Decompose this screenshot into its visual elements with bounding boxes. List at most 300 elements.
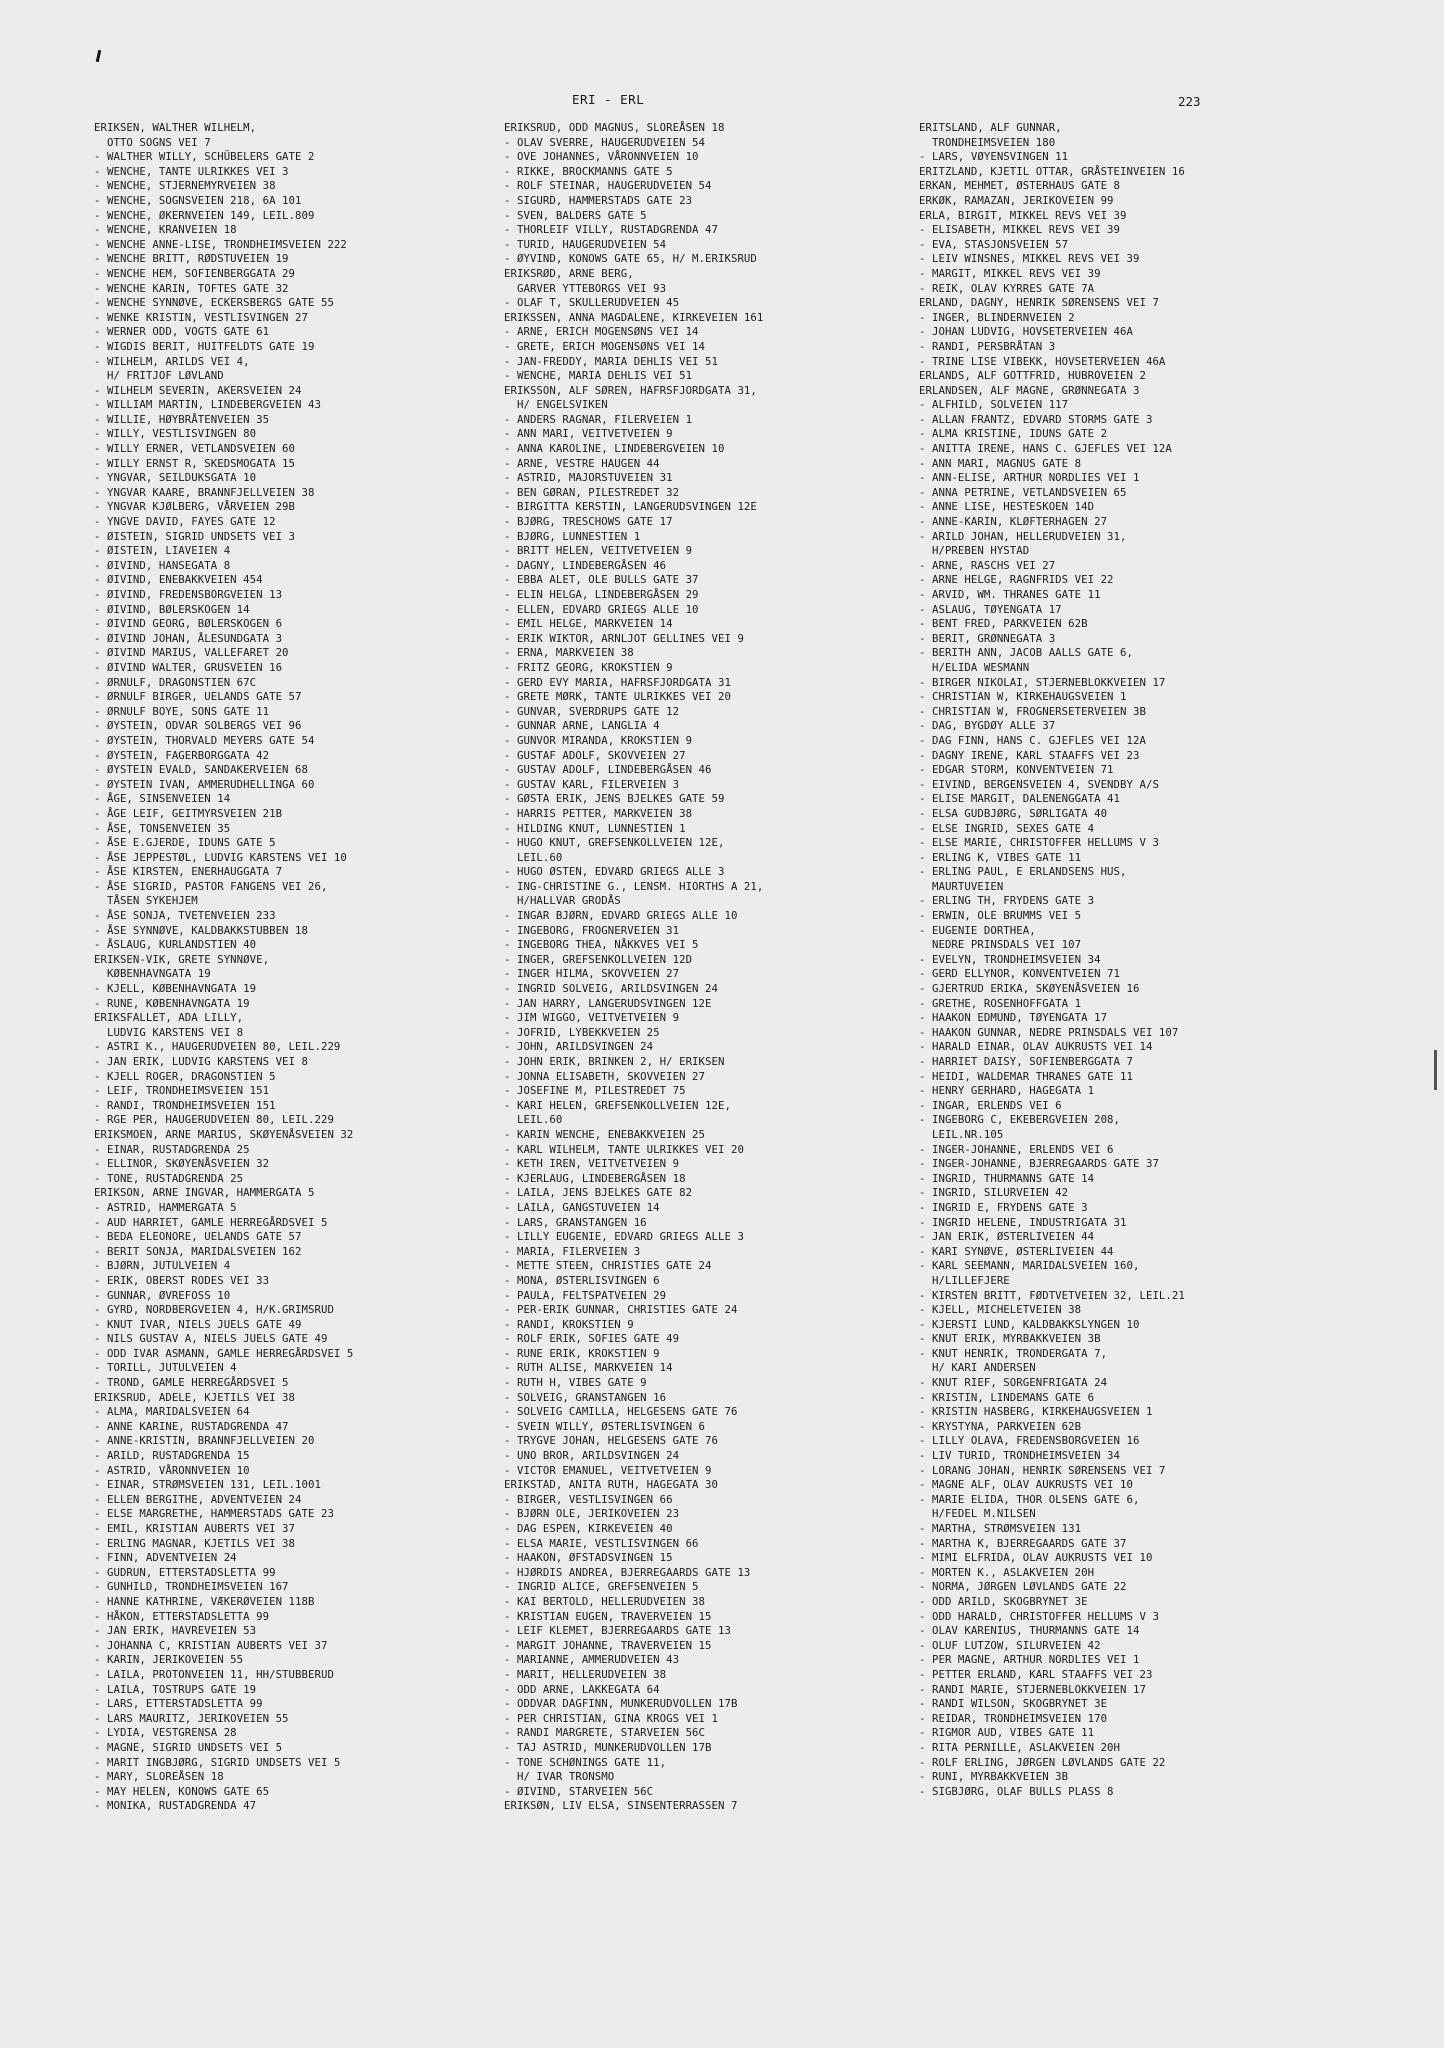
directory-entry: - RANDI WILSON, SKOGBRYNET 3E	[919, 1697, 1108, 1711]
directory-entry: - GRETE MØRK, TANTE ULRIKKES VEI 20	[504, 690, 731, 704]
directory-entry: ERLANDSEN, ALF MAGNE, GRØNNEGATA 3	[919, 383, 1140, 397]
directory-entry: - ØYSTEIN, THORVALD MEYERS GATE 54	[94, 733, 315, 747]
directory-entry: - HUGO ØSTEN, EDVARD GRIEGS ALLE 3	[504, 865, 725, 879]
directory-entry: - WIGDIS BERIT, HUITFELDTS GATE 19	[94, 339, 315, 353]
directory-entry: - INGER HILMA, SKOVVEIEN 27	[504, 967, 680, 981]
directory-entry: - LEIF, TRONDHEIMSVEIEN 151	[94, 1084, 270, 1098]
directory-entry: - LIV TURID, TRONDHEIMSVEIEN 34	[919, 1449, 1121, 1463]
directory-entry: - HJØRDIS ANDREA, BJERREGAARDS GATE 13	[504, 1565, 751, 1579]
directory-entry: - DAGNY, LINDEBERGÅSEN 46	[504, 558, 667, 572]
directory-entry: - DAG ESPEN, KIRKEVEIEN 40	[504, 1522, 673, 1535]
directory-entry: - ASTRID, MAJORSTUVEIEN 31	[504, 471, 673, 485]
directory-entry: H/ IVAR TRONSMO	[504, 1770, 615, 1784]
directory-entry: - RUNE, KØBENHAVNGATA 19	[94, 996, 250, 1010]
scan-edge-mark	[1434, 1050, 1437, 1090]
directory-entry: - MARTHA, STRØMSVEIEN 131	[919, 1522, 1082, 1535]
directory-entry: - LAILA, JENS BJELKES GATE 82	[504, 1186, 693, 1200]
directory-entry: - MARTHA K, BJERREGAARDS GATE 37	[919, 1536, 1127, 1550]
directory-entry: - INGER-JOHANNE, ERLENDS VEI 6	[919, 1142, 1114, 1156]
directory-entry: - REIK, OLAV KYRRES GATE 7A	[919, 281, 1095, 295]
directory-entry: - EINAR, RUSTADGRENDA 25	[94, 1142, 250, 1156]
directory-entry: - TRYGVE JOHAN, HELGESENS GATE 76	[504, 1434, 718, 1448]
directory-entry: - DAGNY IRENE, KARL STAAFFS VEI 23	[919, 748, 1140, 762]
directory-entry: - EBBA ALET, OLE BULLS GATE 37	[504, 573, 699, 587]
directory-entry: - ARNE, ERICH MOGENSØNS VEI 14	[504, 325, 699, 339]
directory-entry: - JOHANNA C, KRISTIAN AUBERTS VEI 37	[94, 1638, 328, 1652]
directory-entry: - EUGENIE DORTHEA,	[919, 923, 1036, 937]
directory-entry: ERIKSFALLET, ADA LILLY,	[94, 1011, 244, 1025]
directory-entry: - VICTOR EMANUEL, VEITVETVEIEN 9	[504, 1463, 712, 1477]
directory-entry: - WILLY, VESTLISVINGEN 80	[94, 427, 257, 441]
directory-entry: - ELSE MARGRETHE, HAMMERSTADS GATE 23	[94, 1507, 334, 1521]
directory-entry: - HENRY GERHARD, HAGEGATA 1	[919, 1084, 1095, 1098]
directory-entry: - ØRNULF BOYE, SONS GATE 11	[94, 704, 270, 718]
directory-entry: - EIVIND, BERGENSVEIEN 4, SVENDBY A/S	[919, 777, 1159, 791]
directory-entry: - INGEBORG C, EKEBERGVEIEN 208,	[919, 1113, 1121, 1127]
directory-entry: H/FEDEL M.NILSEN	[919, 1507, 1036, 1521]
directory-entry: - KJELL, MICHELETVEIEN 38	[919, 1303, 1082, 1317]
directory-entry: - WILLY ERNST R, SKEDSMOGATA 15	[94, 456, 296, 470]
directory-entry: - KJELL ROGER, DRAGONSTIEN 5	[94, 1069, 276, 1083]
directory-entry: H/LILLEFJERE	[919, 1273, 1010, 1287]
directory-entry: - ING-CHRISTINE G., LENSM. HIORTHS A 21,	[504, 879, 764, 893]
directory-entry: ERKØK, RAMAZAN, JERIKOVEIEN 99	[919, 193, 1114, 207]
directory-entry: - TROND, GAMLE HERREGÅRDSVEI 5	[94, 1376, 289, 1390]
directory-entry: - JOFRID, LYBEKKVEIEN 25	[504, 1025, 660, 1039]
directory-entry: - JAN ERIK, LUDVIG KARSTENS VEI 8	[94, 1055, 308, 1068]
directory-entry: - MARIT, HELLERUDVEIEN 38	[504, 1667, 667, 1681]
directory-entry: ERIKSMOEN, ARNE MARIUS, SKØYENÅSVEIEN 32	[94, 1127, 354, 1141]
directory-entry: - RANDI MARGRETE, STARVEIEN 56C	[504, 1726, 706, 1740]
directory-entry: - KARIN WENCHE, ENEBAKKVEIEN 25	[504, 1127, 706, 1141]
directory-entry: - ANNE KARINE, RUSTADGRENDA 47	[94, 1419, 289, 1433]
directory-entry: - ÅGE LEIF, GEITMYRSVEIEN 21B	[94, 806, 283, 820]
directory-entry: - EINAR, STRØMSVEIEN 131, LEIL.1001	[94, 1478, 321, 1492]
directory-entry: - MARGIT JOHANNE, TRAVERVEIEN 15	[504, 1638, 712, 1652]
directory-entry: - OLAF T, SKULLERUDVEIEN 45	[504, 296, 680, 310]
directory-entry: - ARNE HELGE, RAGNFRIDS VEI 22	[919, 573, 1114, 587]
directory-entry: - EDGAR STORM, KONVENTVEIEN 71	[919, 763, 1114, 777]
directory-entry: - TAJ ASTRID, MUNKERUDVOLLEN 17B	[504, 1740, 712, 1754]
directory-entry: - JOHAN LUDVIG, HOVSETERVEIEN 46A	[919, 325, 1133, 339]
directory-entry: ERITZLAND, KJETIL OTTAR, GRÅSTEINVEIEN 16	[919, 164, 1185, 178]
directory-entry: ERLA, BIRGIT, MIKKEL REVS VEI 39	[919, 208, 1127, 222]
directory-entry: - ANNE-KRISTIN, BRANNFJELLVEIEN 20	[94, 1434, 315, 1448]
page-header	[0, 92, 1444, 112]
directory-entry: - ÅSE SYNNØVE, KALDBAKKSTUBBEN 18	[94, 923, 308, 937]
directory-entry: - ØIVIND GEORG, BØLERSKOGEN 6	[94, 617, 283, 631]
directory-entry: ERIKSRUD, ODD MAGNUS, SLOREÅSEN 18	[504, 121, 725, 134]
directory-entry: - ØIVIND, ENEBAKKVEIEN 454	[94, 573, 263, 587]
directory-entry: - ØYSTEIN IVAN, AMMERUDHELLINGA 60	[94, 777, 315, 791]
directory-entry: - ARNE, RASCHS VEI 27	[919, 558, 1056, 572]
directory-entry: - TORILL, JUTULVEIEN 4	[94, 1361, 237, 1375]
directory-entry: - TONE SCHØNINGS GATE 11,	[504, 1755, 667, 1769]
directory-entry: H/ FRITJOF LØVLAND	[94, 369, 224, 383]
directory-entry: - BERIT SONJA, MARIDALSVEIEN 162	[94, 1244, 302, 1258]
directory-entry: - OLUF LUTZOW, SILURVEIEN 42	[919, 1638, 1101, 1652]
directory-entry: - GUSTAF ADOLF, SKOVVEIEN 27	[504, 748, 686, 762]
directory-entry: - EVELYN, TRONDHEIMSVEIEN 34	[919, 952, 1101, 966]
directory-entry: - BJØRG, TRESCHOWS GATE 17	[504, 515, 673, 529]
directory-entry: - ØIVIND JOHAN, ÅLESUNDGATA 3	[94, 631, 283, 645]
directory-entry: - INGEBORG, FROGNERVEIEN 31	[504, 923, 680, 937]
directory-entry: - RANDI, PERSBRÅTAN 3	[919, 339, 1056, 353]
directory-entry: ERIKSØN, LIV ELSA, SINSENTERRASSEN 7	[504, 1799, 738, 1813]
directory-entry: - SVEN, BALDERS GATE 5	[504, 208, 647, 222]
directory-entry: - ALFHILD, SOLVEIEN 117	[919, 398, 1069, 412]
directory-entry: - RANDI MARIE, STJERNEBLOKKVEIEN 17	[919, 1682, 1146, 1696]
directory-entry: - ASLAUG, TØYENGATA 17	[919, 602, 1062, 616]
directory-entry: - ROLF ERIK, SOFIES GATE 49	[504, 1332, 680, 1346]
directory-entry: - ØRNULF, DRAGONSTIEN 67C	[94, 675, 257, 689]
directory-entry: ERLAND, DAGNY, HENRIK SØRENSENS VEI 7	[919, 296, 1159, 310]
directory-entry: - GUDRUN, ETTERSTADSLETTA 99	[94, 1565, 276, 1579]
directory-entry: - ÅSE, TONSENVEIEN 35	[94, 821, 231, 835]
directory-entry: MAURTUVEIEN	[919, 879, 1004, 893]
directory-entry: GARVER YTTEBORGS VEI 93	[504, 281, 667, 295]
directory-entry: - PER-ERIK GUNNAR, CHRISTIES GATE 24	[504, 1303, 738, 1317]
directory-entry: LEIL.60	[504, 850, 563, 864]
directory-entry: - GERD EVY MARIA, HAFRSFJORDGATA 31	[504, 675, 731, 689]
directory-entry: ERIKSTAD, ANITA RUTH, HAGEGATA 30	[504, 1478, 718, 1492]
directory-entry: TRONDHEIMSVEIEN 180	[919, 135, 1056, 149]
directory-entry: - GUNNAR, ØVREFOSS 10	[94, 1288, 231, 1302]
directory-entry: - MARY, SLOREÅSEN 18	[94, 1770, 224, 1784]
directory-entry: - PER MAGNE, ARTHUR NORDLIES VEI 1	[919, 1653, 1140, 1667]
directory-entry: - MAGNE, SIGRID UNDSETS VEI 5	[94, 1740, 283, 1754]
directory-entry: - WENCHE, STJERNEMYRVEIEN 38	[94, 179, 276, 193]
directory-entry: ERIKSSEN, ANNA MAGDALENE, KIRKEVEIEN 161	[504, 310, 764, 324]
directory-entry: - MONIKA, RUSTADGRENDA 47	[94, 1799, 257, 1813]
directory-entry: - ANDERS RAGNAR, FILERVEIEN 1	[504, 412, 693, 426]
directory-entry: - BRITT HELEN, VEITVETVEIEN 9	[504, 544, 693, 558]
directory-entry: H/ KARI ANDERSEN	[919, 1361, 1036, 1375]
directory-entry: - ANNE-KARIN, KLØFTERHAGEN 27	[919, 515, 1108, 529]
directory-entry: - TURID, HAUGERUDVEIEN 54	[504, 237, 667, 251]
directory-entry: - HÅKON, ETTERSTADSLETTA 99	[94, 1609, 270, 1623]
directory-entry: - ERLING K, VIBES GATE 11	[919, 850, 1082, 864]
directory-entry: - JAN-FREDDY, MARIA DEHLIS VEI 51	[504, 354, 718, 368]
directory-entry: - WENCHE, SOGNSVEIEN 218, 6A 101	[94, 193, 302, 207]
directory-entry: - ERLING MAGNAR, KJETILS VEI 38	[94, 1536, 296, 1550]
directory-entry: - LEIV WINSNES, MIKKEL REVS VEI 39	[919, 252, 1140, 266]
directory-entry: - LYDIA, VESTGRENSA 28	[94, 1726, 237, 1740]
directory-entry: - INGRID E, FRYDENS GATE 3	[919, 1200, 1088, 1214]
directory-entry: - JAN ERIK, HAVREVEIEN 53	[94, 1624, 257, 1638]
directory-entry: - WILHELM, ARILDS VEI 4,	[94, 354, 250, 368]
directory-entry: - KARL SEEMANN, MARIDALSVEIEN 160,	[919, 1259, 1140, 1273]
directory-entry: TÅSEN SYKEHJEM	[94, 894, 198, 908]
directory-entry: - LARS, ETTERSTADSLETTA 99	[94, 1697, 263, 1711]
directory-entry: - INGAR BJØRN, EDVARD GRIEGS ALLE 10	[504, 909, 738, 923]
directory-entry: - GRETHE, ROSENHOFFGATA 1	[919, 996, 1082, 1010]
directory-entry: - BERIT, GRØNNEGATA 3	[919, 631, 1056, 645]
directory-entry: - INGER, BLINDERNVEIEN 2	[919, 310, 1075, 324]
directory-entry: - GUSTAV KARL, FILERVEIEN 3	[504, 777, 680, 791]
directory-entry: - WILLIE, HØYBRÅTENVEIEN 35	[94, 412, 270, 426]
directory-entry: - ARVID, WM. THRANES GATE 11	[919, 588, 1101, 601]
directory-entry: - KNUT ERIK, MYRBAKKVEIEN 3B	[919, 1332, 1101, 1346]
directory-entry: - WENCHE KARIN, TOFTES GATE 32	[94, 281, 289, 295]
directory-entry: - YNGVAR KJØLBERG, VÅRVEIEN 29B	[94, 500, 296, 514]
directory-entry: - KARI HELEN, GREFSENKOLLVEIEN 12E,	[504, 1098, 731, 1112]
directory-entry: - REIDAR, TRONDHEIMSVEIEN 170	[919, 1711, 1108, 1725]
directory-entry: - WENCHE SYNNØVE, ECKERSBERGS GATE 55	[94, 296, 334, 310]
column-left	[94, 121, 494, 1814]
directory-entry: - LAILA, GANGSTUVEIEN 14	[504, 1200, 660, 1214]
directory-entry: - ØISTEIN, SIGRID UNDSETS VEI 3	[94, 529, 296, 543]
directory-entry: - KRISTIN, LINDEMANS GATE 6	[919, 1390, 1095, 1404]
directory-entry: - WILLIAM MARTIN, LINDEBERGVEIEN 43	[94, 398, 321, 412]
directory-entry: - BIRGER NIKOLAI, STJERNEBLOKKVEIEN 17	[919, 675, 1166, 689]
directory-entry: - FRITZ GEORG, KROKSTIEN 9	[504, 660, 673, 674]
directory-entry: - ØIVIND, BØLERSKOGEN 14	[94, 602, 250, 616]
directory-entry: - JOSEFINE M, PILESTREDET 75	[504, 1084, 686, 1098]
directory-entry: - YNGVE DAVID, FAYES GATE 12	[94, 515, 276, 529]
directory-entry: - GJERTRUD ERIKA, SKØYENÅSVEIEN 16	[919, 982, 1140, 996]
directory-entry: - INGRID HELENE, INDUSTRIGATA 31	[919, 1215, 1127, 1229]
directory-entry: - ÅSLAUG, KURLANDSTIEN 40	[94, 938, 257, 952]
page-number: 223	[1178, 94, 1201, 109]
directory-entry: - EVA, STASJONSVEIEN 57	[919, 237, 1069, 251]
directory-entry: - RITA PERNILLE, ASLAKVEIEN 20H	[919, 1740, 1121, 1754]
directory-entry: - ØIVIND, STARVEIEN 56C	[504, 1784, 654, 1798]
directory-entry: - ELLEN BERGITHE, ADVENTVEIEN 24	[94, 1492, 302, 1506]
directory-entry: - RUNI, MYRBAKKVEIEN 3B	[919, 1770, 1069, 1784]
directory-entry: - LILLY EUGENIE, EDVARD GRIEGS ALLE 3	[504, 1230, 744, 1244]
directory-entry: - ASTRID, HAMMERGATA 5	[94, 1200, 237, 1214]
directory-entry: - UNO BROR, ARILDSVINGEN 24	[504, 1449, 680, 1463]
directory-entry: - RUTH ALISE, MARKVEIEN 14	[504, 1361, 673, 1375]
directory-entry: - METTE STEEN, CHRISTIES GATE 24	[504, 1259, 712, 1273]
directory-entry: - HILDING KNUT, LUNNESTIEN 1	[504, 821, 686, 835]
directory-entry: - ELLEN, EDVARD GRIEGS ALLE 10	[504, 602, 699, 616]
directory-entry: - MORTEN K., ASLAKVEIEN 20H	[919, 1565, 1095, 1579]
directory-entry: - CHRISTIAN W, KIRKEHAUGSVEIEN 1	[919, 690, 1127, 704]
directory-entry: - ERIK, OBERST RODES VEI 33	[94, 1273, 270, 1287]
directory-entry: ERIKSON, ARNE INGVAR, HAMMERGATA 5	[94, 1186, 315, 1200]
directory-entry: - ELISE MARGIT, DALENENGGATA 41	[919, 792, 1121, 806]
directory-entry: - ELSE INGRID, SEXES GATE 4	[919, 821, 1095, 835]
directory-entry: - KIRSTEN BRITT, FØDTVETVEIEN 32, LEIL.21	[919, 1288, 1185, 1302]
directory-entry: - PAULA, FELTSPATVEIEN 29	[504, 1288, 667, 1302]
directory-entry: - JONNA ELISABETH, SKOVVEIEN 27	[504, 1069, 706, 1083]
ink-mark	[96, 50, 101, 62]
directory-entry: - ARNE, VESTRE HAUGEN 44	[504, 456, 660, 470]
directory-entry: - ELSA GUDBJØRG, SØRLIGATA 40	[919, 806, 1108, 820]
directory-entry: - ROLF STEINAR, HAUGERUDVEIEN 54	[504, 179, 712, 193]
directory-entry: - LAILA, TOSTRUPS GATE 19	[94, 1682, 257, 1696]
directory-entry: - RANDI, KROKSTIEN 9	[504, 1317, 634, 1331]
directory-entry: - KARL WILHELM, TANTE ULRIKKES VEI 20	[504, 1142, 744, 1156]
directory-entry: - MAGNE ALF, OLAV AUKRUSTS VEI 10	[919, 1478, 1133, 1492]
directory-entry: - ØRNULF BIRGER, UELANDS GATE 57	[94, 690, 302, 704]
directory-entry: - GYRD, NORDBERGVEIEN 4, H/K.GRIMSRUD	[94, 1303, 334, 1317]
directory-entry: ERIKSEN, WALTHER WILHELM,	[94, 121, 257, 134]
directory-entry: - WALTHER WILLY, SCHÜBELERS GATE 2	[94, 150, 315, 164]
directory-entry: - WENCHE, TANTE ULRIKKES VEI 3	[94, 164, 289, 178]
directory-entry: - KNUT HENRIK, TRONDERGATA 7,	[919, 1346, 1108, 1360]
directory-entry: - ØIVIND WALTER, GRUSVEIEN 16	[94, 660, 283, 674]
directory-entry: - BIRGER, VESTLISVINGEN 66	[504, 1492, 673, 1506]
directory-entry: - BIRGITTA KERSTIN, LANGERUDSVINGEN 12E	[504, 500, 757, 514]
directory-entry: - ÅSE E.GJERDE, IDUNS GATE 5	[94, 836, 276, 850]
directory-entry: - ÅSE SONJA, TVETENVEIEN 233	[94, 909, 276, 923]
directory-entry: - RIGMOR AUD, VIBES GATE 11	[919, 1726, 1095, 1740]
directory-entry: - ØYSTEIN, FAGERBORGGATA 42	[94, 748, 270, 762]
directory-entry: - LARS, GRANSTANGEN 16	[504, 1215, 647, 1229]
directory-entry: - ANNE LISE, HESTESKOEN 14D	[919, 500, 1095, 514]
directory-entry: - INGER-JOHANNE, BJERREGAARDS GATE 37	[919, 1157, 1159, 1171]
directory-entry: - INGEBORG THEA, NÅKKVES VEI 5	[504, 938, 699, 952]
directory-entry: - RUTH H, VIBES GATE 9	[504, 1376, 647, 1390]
directory-entry: - INGAR, ERLENDS VEI 6	[919, 1098, 1062, 1112]
directory-entry: - KRISTIAN EUGEN, TRAVERVEIEN 15	[504, 1609, 712, 1623]
directory-entry: - KAI BERTOLD, HELLERUDVEIEN 38	[504, 1594, 706, 1608]
directory-entry: - HAAKON GUNNAR, NEDRE PRINSDALS VEI 107	[919, 1025, 1179, 1039]
directory-entry: - WENCHE BRITT, RØDSTUVEIEN 19	[94, 252, 289, 266]
directory-entry: - RGE PER, HAUGERUDVEIEN 80, LEIL.229	[94, 1113, 334, 1127]
directory-entry: - MARIANNE, AMMERUDVEIEN 43	[504, 1653, 680, 1667]
directory-entry: - MIMI ELFRIDA, OLAV AUKRUSTS VEI 10	[919, 1551, 1153, 1565]
directory-entry: - ØIVIND MARIUS, VALLEFARET 20	[94, 646, 289, 660]
directory-entry: - ARILD, RUSTADGRENDA 15	[94, 1449, 250, 1463]
directory-entry: - OVE JOHANNES, VÅRONNVEIEN 10	[504, 150, 699, 164]
directory-entry: - FINN, ADVENTVEIEN 24	[94, 1551, 237, 1565]
directory-entry: - ASTRI K., HAUGERUDVEIEN 80, LEIL.229	[94, 1040, 341, 1054]
directory-entry: - ÅSE KIRSTEN, ENERHAUGGATA 7	[94, 865, 283, 879]
directory-entry: - WILLY ERNER, VETLANDSVEIEN 60	[94, 442, 296, 456]
directory-entry: - KRISTIN HASBERG, KIRKEHAUGSVEIEN 1	[919, 1405, 1153, 1419]
directory-entry: - ANN MARI, VEITVETVEIEN 9	[504, 427, 673, 441]
directory-entry: - DAG FINN, HANS C. GJEFLES VEI 12A	[919, 733, 1146, 747]
directory-entry: - INGRID, SILURVEIEN 42	[919, 1186, 1069, 1200]
directory-entry: - INGRID, THURMANNS GATE 14	[919, 1171, 1095, 1185]
directory-entry: - GERD ELLYNOR, KONVENTVEIEN 71	[919, 967, 1121, 981]
directory-entry: - BJØRN, JUTULVEIEN 4	[94, 1259, 231, 1273]
directory-entry: - INGRID ALICE, GREFSENVEIEN 5	[504, 1580, 699, 1594]
directory-entry: - JAN HARRY, LANGERUDSVINGEN 12E	[504, 996, 712, 1010]
directory-entry: - KJERLAUG, LINDEBERGÅSEN 18	[504, 1171, 686, 1185]
directory-entry: - JIM WIGGO, VEITVETVEIEN 9	[504, 1011, 680, 1025]
directory-entry: - RANDI, TRONDHEIMSVEIEN 151	[94, 1098, 276, 1112]
directory-entry: - ÅSE SIGRID, PASTOR FANGENS VEI 26,	[94, 879, 328, 893]
directory-entry: - BEN GØRAN, PILESTREDET 32	[504, 485, 680, 499]
directory-entry: ERIKSEN-VIK, GRETE SYNNØVE,	[94, 952, 270, 966]
directory-entry: - KETH IREN, VEITVETVEIEN 9	[504, 1157, 680, 1171]
directory-entry: - SVEIN WILLY, ØSTERLISVINGEN 6	[504, 1419, 706, 1433]
directory-entry: - ODDVAR DAGFINN, MUNKERUDVOLLEN 17B	[504, 1697, 738, 1711]
directory-entry: - KNUT RIEF, SORGENFRIGATA 24	[919, 1376, 1108, 1390]
directory-entry: - ELSE MARIE, CHRISTOFFER HELLUMS V 3	[919, 836, 1159, 850]
directory-entry: - ØYSTEIN EVALD, SANDAKERVEIEN 68	[94, 763, 308, 777]
directory-entry: - ALLAN FRANTZ, EDVARD STORMS GATE 3	[919, 412, 1153, 426]
directory-entry: ERLANDS, ALF GOTTFRID, HUBROVEIEN 2	[919, 369, 1146, 383]
directory-entry: - ANN MARI, MAGNUS GATE 8	[919, 456, 1082, 470]
directory-entry: - KARI SYNØVE, ØSTERLIVEIEN 44	[919, 1244, 1114, 1258]
directory-entry: - HARRIET DAISY, SOFIENBERGGATA 7	[919, 1055, 1133, 1068]
directory-entry: - ERLING TH, FRYDENS GATE 3	[919, 894, 1095, 908]
directory-entry: - MARIT INGBJØRG, SIGRID UNDSETS VEI 5	[94, 1755, 341, 1769]
directory-entry: - MARIA, FILERVEIEN 3	[504, 1244, 641, 1258]
directory-entry: - WENCHE ANNE-LISE, TRONDHEIMSVEIEN 222	[94, 237, 347, 251]
directory-entry: - BJØRG, LUNNESTIEN 1	[504, 529, 641, 543]
directory-entry: ERITSLAND, ALF GUNNAR,	[919, 121, 1062, 134]
directory-entry: - ELIN HELGA, LINDEBERGÅSEN 29	[504, 588, 699, 601]
directory-entry: - PETTER ERLAND, KARL STAAFFS VEI 23	[919, 1667, 1153, 1681]
directory-entry: - EMIL, KRISTIAN AUBERTS VEI 37	[94, 1522, 296, 1535]
directory-entry: - GØSTA ERIK, JENS BJELKES GATE 59	[504, 792, 725, 806]
directory-entry: - LARS, VØYENSVINGEN 11	[919, 150, 1069, 164]
directory-entry: - ERWIN, OLE BRUMMS VEI 5	[919, 909, 1082, 923]
directory-entry: - HEIDI, WALDEMAR THRANES GATE 11	[919, 1069, 1133, 1083]
directory-entry: - CHRISTIAN W, FROGNERSETERVEIEN 3B	[919, 704, 1146, 718]
directory-entry: - ØIVIND, HANSEGATA 8	[94, 558, 231, 572]
directory-entry: - WENCHE, KRANVEIEN 18	[94, 223, 237, 237]
column-right	[919, 121, 1364, 1799]
directory-entry: - NILS GUSTAV A, NIELS JUELS GATE 49	[94, 1332, 328, 1346]
directory-entry: ERKAN, MEHMET, ØSTERHAUS GATE 8	[919, 179, 1121, 193]
directory-entry: - KARIN, JERIKOVEIEN 55	[94, 1653, 244, 1667]
directory-entry: ERIKSRUD, ADELE, KJETILS VEI 38	[94, 1390, 296, 1404]
directory-entry: - INGER, GREFSENKOLLVEIEN 12D	[504, 952, 693, 966]
directory-entry: - ODD HARALD, CHRISTOFFER HELLUMS V 3	[919, 1609, 1159, 1623]
directory-entry: - WERNER ODD, VOGTS GATE 61	[94, 325, 270, 339]
directory-entry: - PER CHRISTIAN, GINA KROGS VEI 1	[504, 1711, 718, 1725]
directory-entry: - ERLING PAUL, E ERLANDSENS HUS,	[919, 865, 1127, 879]
directory-entry: - SOLVEIG, GRANSTANGEN 16	[504, 1390, 667, 1404]
directory-entry: - ØISTEIN, LIAVEIEN 4	[94, 544, 231, 558]
directory-entry: - BEDA ELEONORE, UELANDS GATE 57	[94, 1230, 302, 1244]
directory-entry: LEIL.NR.105	[919, 1127, 1004, 1141]
directory-entry: - GUNHILD, TRONDHEIMSVEIEN 167	[94, 1580, 289, 1594]
directory-entry: - ØIVIND, FREDENSBORGVEIEN 13	[94, 588, 283, 601]
directory-entry: - ODD ARNE, LAKKEGATA 64	[504, 1682, 660, 1696]
directory-entry: - ARILD JOHAN, HELLERUDVEIEN 31,	[919, 529, 1127, 543]
directory-entry: - RUNE ERIK, KROKSTIEN 9	[504, 1346, 660, 1360]
directory-entry: - ÅSE JEPPESTØL, LUDVIG KARSTENS VEI 10	[94, 850, 347, 864]
directory-entry: - WENCHE, ØKERNVEIEN 149, LEIL.809	[94, 208, 315, 222]
directory-entry: - HANNE KATHRINE, VÆKERØVEIEN 118B	[94, 1594, 315, 1608]
directory-entry: H/HALLVAR GRODÅS	[504, 894, 621, 908]
directory-entry: LUDVIG KARSTENS VEI 8	[94, 1025, 244, 1039]
directory-entry: - GRETE, ERICH MOGENSØNS VEI 14	[504, 339, 706, 353]
directory-entry: - LILLY OLAVA, FREDENSBORGVEIEN 16	[919, 1434, 1140, 1448]
directory-entry: - KNUT IVAR, NIELS JUELS GATE 49	[94, 1317, 302, 1331]
directory-entry: - ANNA KAROLINE, LINDEBERGVEIEN 10	[504, 442, 725, 456]
directory-entry: - KRYSTYNA, PARKVEIEN 62B	[919, 1419, 1082, 1433]
directory-entry: - AUD HARRIET, GAMLE HERREGÅRDSVEI 5	[94, 1215, 328, 1229]
directory-entry: - HARRIS PETTER, MARKVEIEN 38	[504, 806, 693, 820]
column-middle	[504, 121, 909, 1814]
directory-entry: - ALMA, MARIDALSVEIEN 64	[94, 1405, 250, 1419]
directory-entry: - LARS MAURITZ, JERIKOVEIEN 55	[94, 1711, 289, 1725]
directory-entry: - ØYSTEIN, ODVAR SOLBERGS VEI 96	[94, 719, 302, 733]
directory-entry: ERIKSSON, ALF SØREN, HAFRSFJORDGATA 31,	[504, 383, 757, 397]
running-head: ERI - ERL	[572, 92, 645, 107]
directory-entry: - WENKE KRISTIN, VESTLISVINGEN 27	[94, 310, 308, 324]
directory-entry: - TRINE LISE VIBEKK, HOVSETERVEIEN 46A	[919, 354, 1166, 368]
directory-entry: - YNGVAR, SEILDUKSGATA 10	[94, 471, 257, 485]
directory-entry: - LORANG JOHAN, HENRIK SØRENSENS VEI 7	[919, 1463, 1166, 1477]
directory-entry: - SOLVEIG CAMILLA, HELGESENS GATE 76	[504, 1405, 738, 1419]
directory-entry: - ODD IVAR ASMANN, GAMLE HERREGÅRDSVEI 5	[94, 1346, 354, 1360]
directory-entry: - SIGURD, HAMMERSTADS GATE 23	[504, 193, 693, 207]
directory-entry: - JAN ERIK, ØSTERLIVEIEN 44	[919, 1230, 1095, 1244]
directory-entry: H/ ENGELSVIKEN	[504, 398, 608, 412]
directory-entry: - ALMA KRISTINE, IDUNS GATE 2	[919, 427, 1108, 441]
